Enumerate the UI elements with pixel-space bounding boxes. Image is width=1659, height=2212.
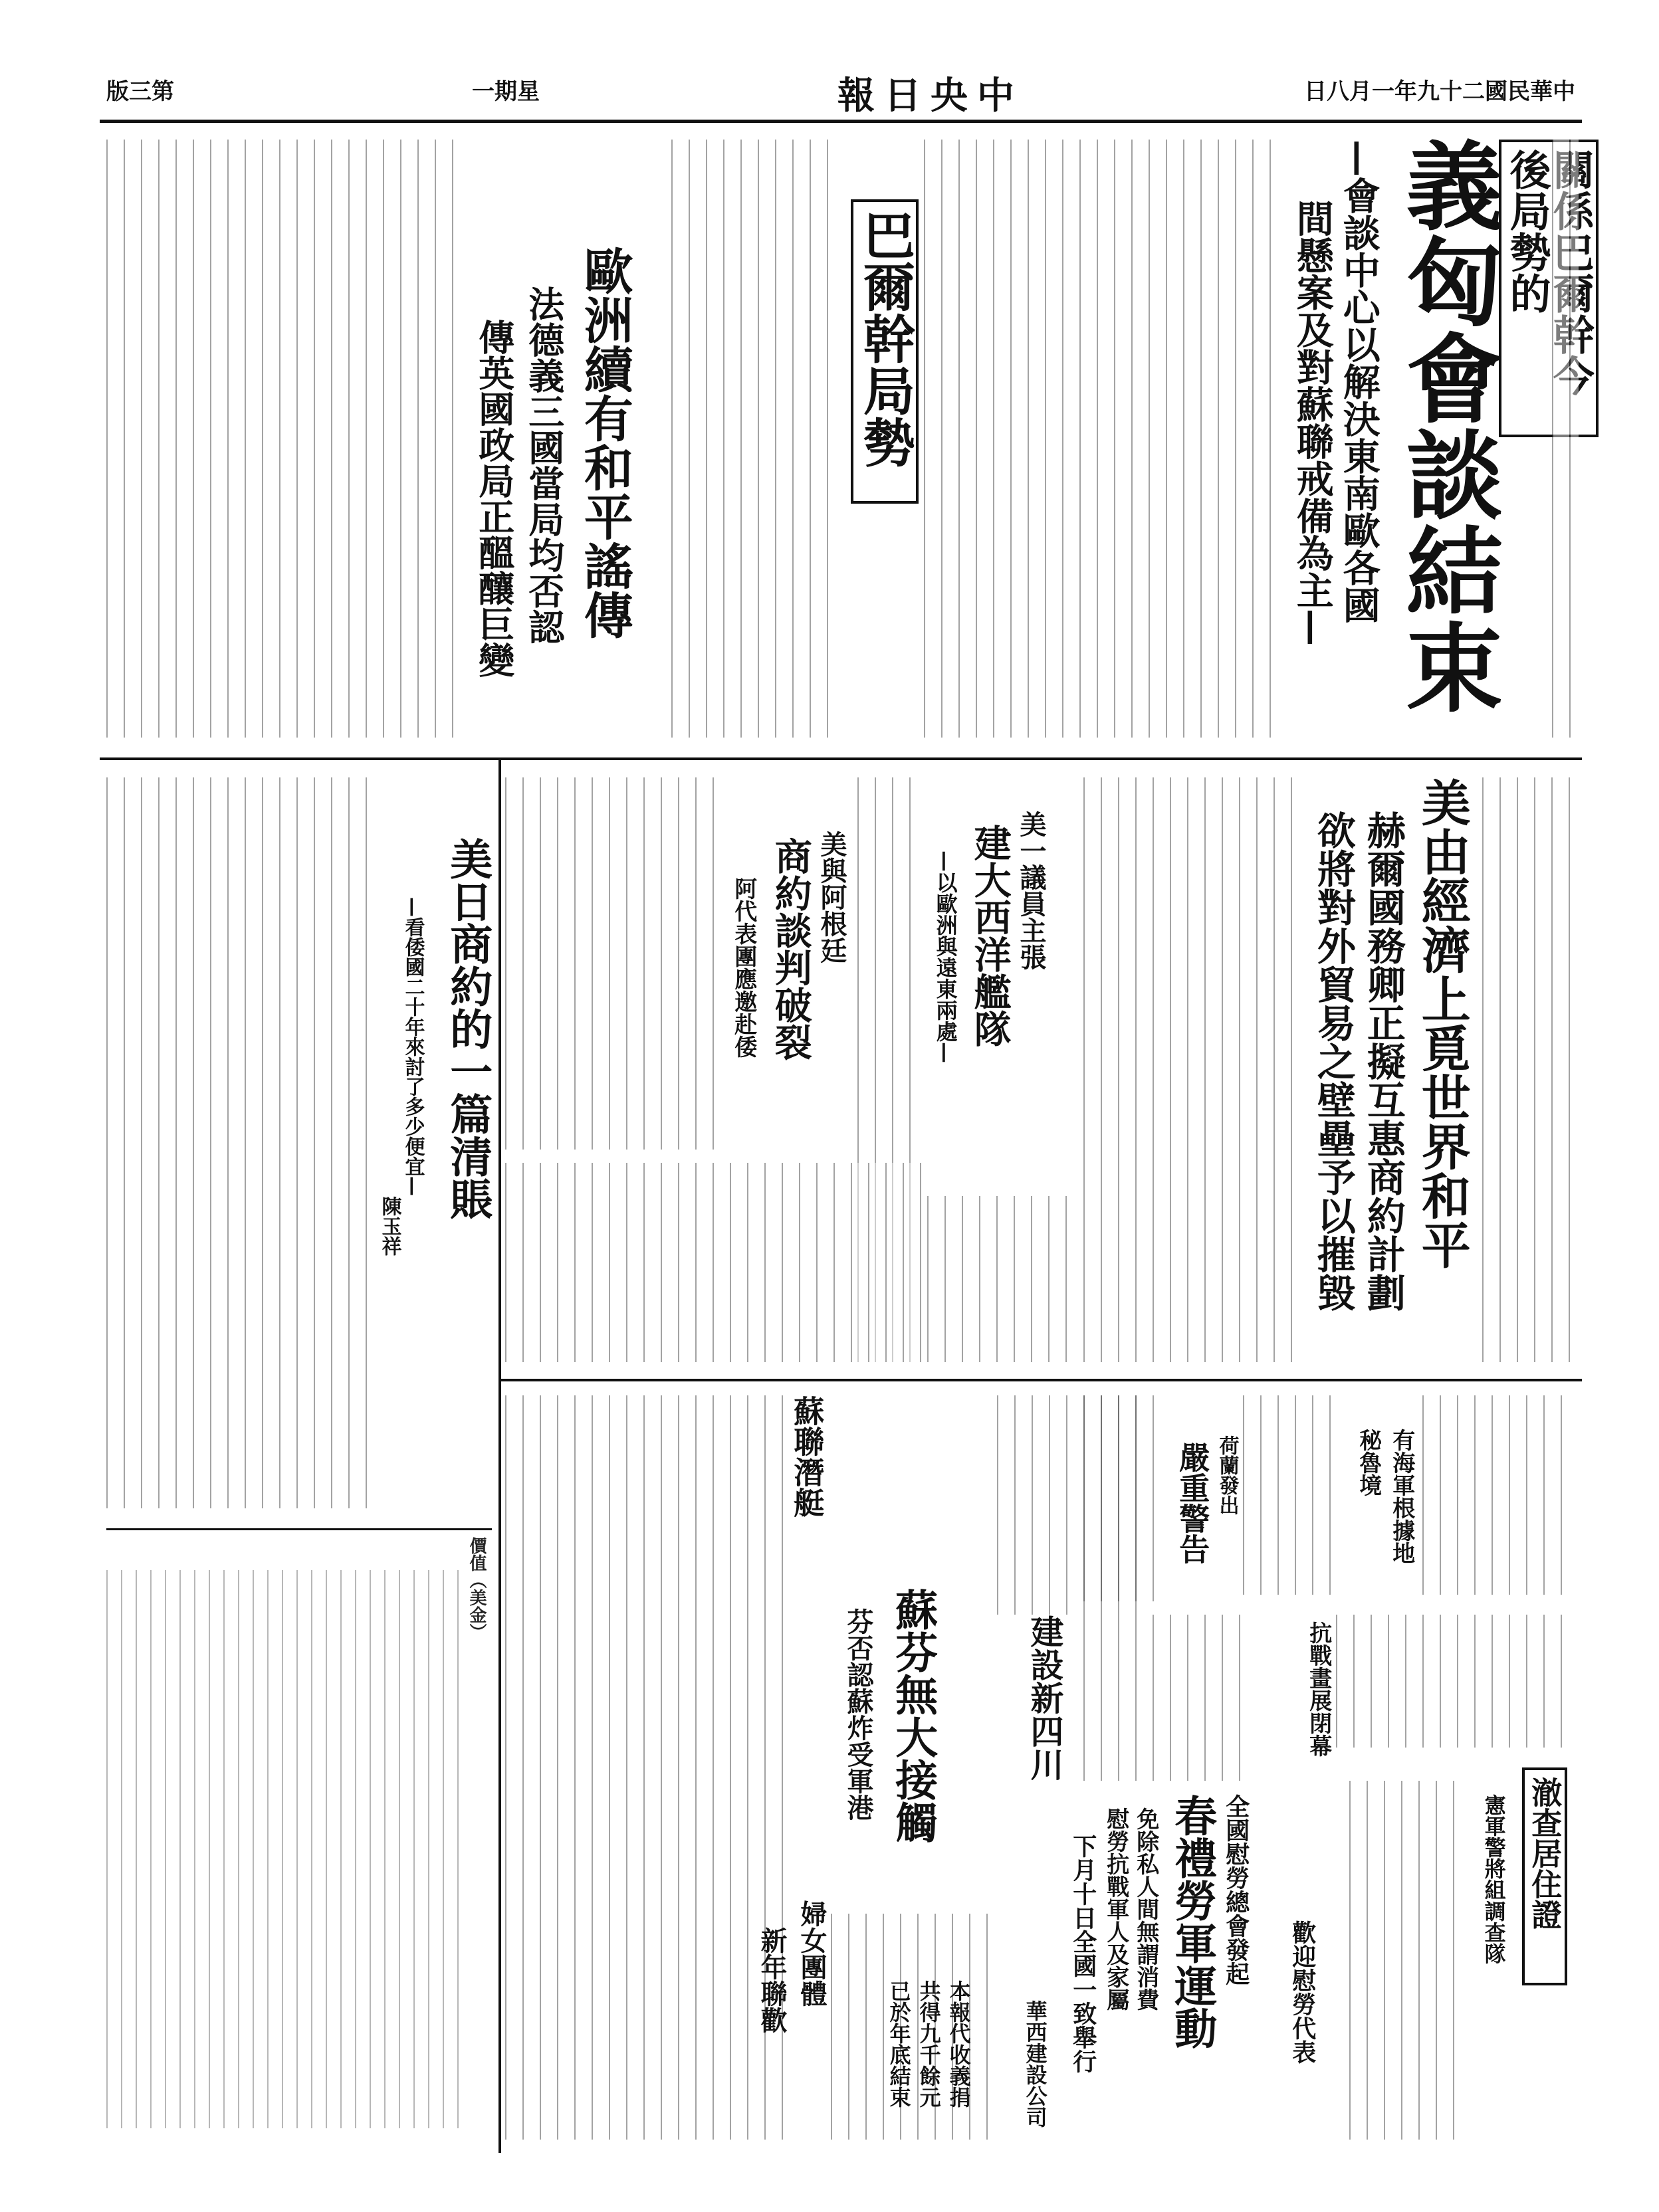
balkan-meeting-subhead: —會談中心以解決東南歐各國 bbox=[1337, 140, 1381, 623]
trade-table-title: 價值（美金） bbox=[467, 1537, 487, 1641]
holland-headline: 嚴重警告 bbox=[1174, 1442, 1211, 1564]
newspaper-page bbox=[100, 66, 1595, 2153]
soviet-sub-headline: 蘇聯潛艇 bbox=[789, 1395, 826, 1518]
us-argentina-kicker: 美與阿根廷 bbox=[816, 831, 847, 963]
women-party-kicker: 婦女團體 bbox=[796, 1900, 828, 2007]
us-argentina-body-2 bbox=[505, 1163, 924, 1362]
us-japan-trade-headline: 美日商約的一篇清賬 bbox=[443, 837, 493, 1220]
residence-check-body bbox=[1349, 1781, 1469, 2140]
europe-peace-headline: 歐洲續有和平謠傳 bbox=[576, 246, 633, 639]
us-argentina-headline: 商約談判破裂 bbox=[768, 837, 813, 1060]
us-japan-trade-byline: 陳玉祥 bbox=[378, 1196, 401, 1256]
section-divider bbox=[100, 757, 1582, 760]
us-economy-body bbox=[1482, 777, 1575, 1362]
issue-number: 版三第 bbox=[106, 78, 174, 105]
trade-table bbox=[106, 1528, 492, 2142]
residence-check-headline: 澈查居住證 bbox=[1522, 1767, 1567, 1985]
navy-base-body bbox=[1422, 1395, 1575, 1595]
us-economy-body-2 bbox=[1083, 777, 1303, 1362]
us-senator-kicker: 美一議員主張 bbox=[1016, 811, 1047, 970]
column-divider bbox=[498, 757, 501, 2153]
spring-festival-subhead: 免除私人間無謂消費 bbox=[1132, 1807, 1159, 2011]
balkan-meeting-kicker: 關係巴爾幹今後局勢的 bbox=[1499, 140, 1599, 437]
donation-text-2: 共得九千餘元 bbox=[916, 1980, 942, 2108]
europe-peace-body bbox=[106, 140, 465, 738]
finland-subhead: 芬否認蘇炸受軍港 bbox=[843, 1608, 874, 1821]
us-economy-subhead-2: 欲將對外貿易之壁壘予以摧毀 bbox=[1310, 811, 1356, 1312]
paper-name: 報日央中 bbox=[837, 74, 1024, 118]
navy-base-headline: 秘魯境 bbox=[1355, 1429, 1382, 1496]
donation-text: 本報代收義捐 bbox=[946, 1980, 972, 2108]
us-senator-subhead: —以歐洲與遠東兩處— bbox=[933, 851, 958, 1063]
spring-festival-kicker: 全國慰勞總會發起 bbox=[1222, 1794, 1250, 1985]
balkan-meeting-body-2 bbox=[924, 140, 1283, 738]
section-divider bbox=[498, 1379, 1582, 1381]
soviet-sub-body bbox=[505, 1395, 788, 2140]
holland-kicker: 荷蘭發出 bbox=[1215, 1435, 1239, 1515]
us-senator-body bbox=[927, 1196, 1073, 1362]
exhibition-headline: 抗戰畫展閉幕 bbox=[1305, 1621, 1332, 1757]
us-japan-trade-body-2 bbox=[505, 777, 718, 1150]
sichuan-headline: 建設新四川 bbox=[1025, 1615, 1065, 1781]
balkan-meeting-body bbox=[1552, 140, 1579, 738]
balkan-situation-headline: 巴爾幹局勢 bbox=[851, 199, 919, 504]
us-senator-headline: 建大西洋艦隊 bbox=[968, 824, 1012, 1047]
balkan-meeting-subhead-2: 間懸案及對蘇聯戒備為主— bbox=[1290, 199, 1335, 646]
balkan-meeting-headline: 義匈會談結束 bbox=[1390, 136, 1503, 714]
holland-body bbox=[1083, 1395, 1163, 1601]
exhibition-body bbox=[1336, 1615, 1575, 1748]
navy-base-kicker: 有海軍根據地 bbox=[1388, 1429, 1415, 1564]
us-economy-headline: 美由經濟上覓世界和平 bbox=[1413, 777, 1471, 1269]
spring-festival-headline: 春禮勞軍運動 bbox=[1167, 1794, 1218, 2049]
spring-festival-body bbox=[1083, 1615, 1256, 1781]
spring-festival-subhead-2: 慰勞抗戰軍人及家屬 bbox=[1102, 1807, 1129, 2011]
us-economy-subhead: 赫爾國務卿正擬互惠商約計劃 bbox=[1360, 811, 1406, 1312]
welcome-headline: 歡迎慰勞代表 bbox=[1288, 1920, 1317, 2064]
ad-text: 華西建設公司 bbox=[1022, 2000, 1048, 2128]
balkan-situation-body bbox=[671, 140, 844, 738]
masthead bbox=[100, 66, 1582, 123]
europe-peace-subhead: 法德義三國當局均否認 bbox=[522, 286, 566, 645]
residence-check-subhead: 憲軍警將組調查隊 bbox=[1481, 1794, 1507, 1964]
issue-date: 日八月一年九十二國民華中 bbox=[1304, 78, 1575, 105]
us-japan-trade-subhead: —看倭國二十年來討了多少便宜— bbox=[401, 897, 425, 1196]
rally-text: 下月十日全國一致舉行 bbox=[1069, 1834, 1097, 2073]
navy-base-body-2 bbox=[1243, 1395, 1343, 1595]
us-japan-trade-body bbox=[106, 777, 372, 1508]
us-argentina-subhead: 阿代表團應邀赴倭 bbox=[730, 877, 757, 1058]
weekday: 一期星 bbox=[472, 78, 540, 105]
donation-text-3: 已於年底結束 bbox=[886, 1980, 912, 2108]
europe-peace-subhead-2: 傳英國政局正醞釀巨變 bbox=[473, 319, 516, 678]
women-party-headline: 新年聯歡 bbox=[756, 1927, 788, 2033]
finland-headline: 蘇芬無大接觸 bbox=[888, 1588, 939, 1843]
